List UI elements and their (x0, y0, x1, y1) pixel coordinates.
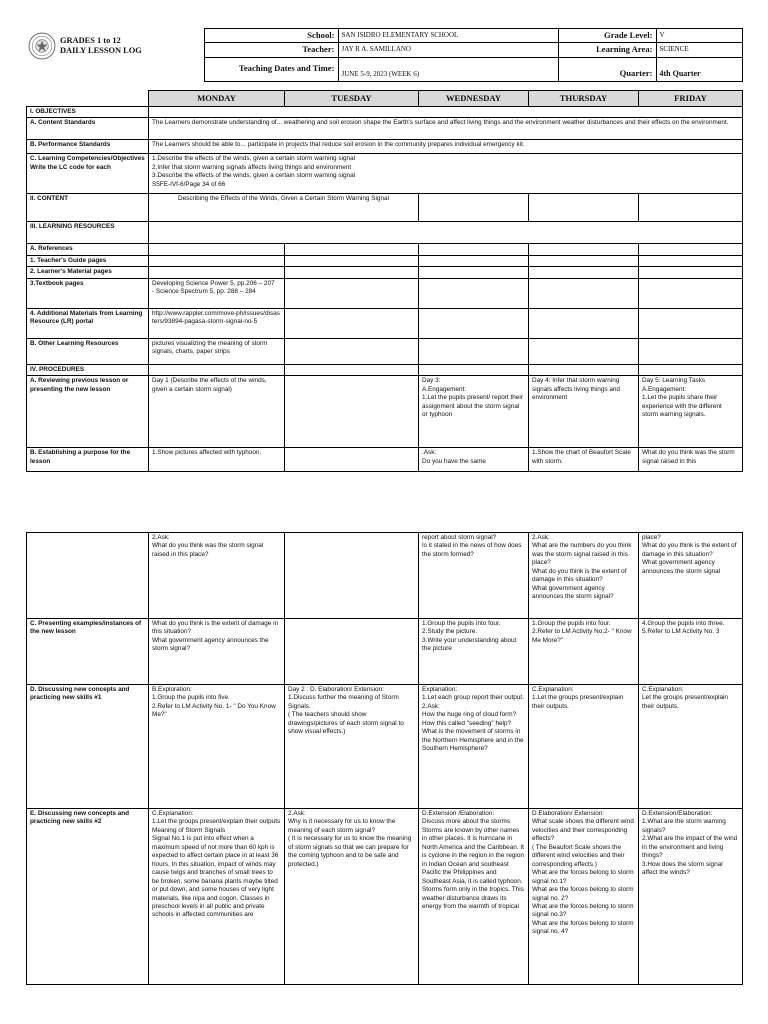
cont-friday: place? What do you think is the extent of damage in this situation? What government agency announces the storm signal (639, 533, 743, 619)
row-label-learning-competencies: C. Learning Competencies/Objectives Write the LC code for each (27, 154, 149, 194)
row-label-teachers-guide: 1. Teacher's Guide pages (27, 255, 149, 266)
row-label-learning-resources: III. LEARNING RESOURCES (27, 222, 149, 244)
row-label-performance-standards: B. Performance Standards (27, 140, 149, 154)
proc-c-wednesday: 1.Group the pupils into four. 2.Study the picture. 3.Write your understanding about the picture (419, 619, 529, 685)
row-label-procedures: IV. PROCEDURES (27, 364, 149, 375)
additional-materials-link[interactable]: http://www.rappler.com/move-ph/issues/disasters/93894-pagasa-storm-signal-no-5 (149, 308, 285, 338)
proc-c-tuesday (285, 619, 419, 685)
dates-value: JUNE 5-9, 2023 (WEEK 6) (338, 57, 558, 81)
row-label-learners-material: 2. Learner's Material pages (27, 267, 149, 278)
deped-seal-icon (28, 32, 56, 60)
day-monday: MONDAY (149, 90, 285, 106)
row-label-proc-c: C. Presenting examples/instances of the new lesson (27, 619, 149, 685)
day-thursday: THURSDAY (529, 90, 639, 106)
cont-thursday: 2.Ask: What are the numbers do you think was the storm signal raised in this place? What do you think is the extent of damage in this situation? What government agency announces the storm signal? (529, 533, 639, 619)
proc-a-monday: Day 1 (Describe the effects of the winds, given a certain storm signal) (149, 376, 285, 448)
proc-d-friday: C.Explanation: Let the groups present/explain their outputs. (639, 685, 743, 809)
content-text: Describing the Effects of the Winds, Given a Certain Storm Warning Signal (149, 194, 419, 222)
title-dll: DAILY LESSON LOG (60, 46, 142, 55)
textbook-text: Developing Science Power 5, pp.206 – 207 - Science Spectrum 5, pp. 288 – 284 (149, 278, 285, 308)
proc-d-thursday: C.Explanation: 1.Let the groups present/explain their outputs. (529, 685, 639, 809)
proc-a-thursday: Day 4: Infer that storm warning signals affects living things and environment (529, 376, 639, 448)
other-resources-text: pictures visualizing the meaning of storm signals, charts, paper strips (149, 338, 285, 364)
proc-b-thursday: 1.Show the chart of Beaufort Scale with storm. (529, 448, 639, 472)
proc-d-tuesday: Day 2 : D. Elaboration/ Extension: 1.Discuss further the meaning of Storm Signals. ( The teachers should show drawings/pictures of each storm signal to show visual effects.) (285, 685, 419, 809)
proc-a-friday: Day 5: Learning Tasks A.Engagement: 1.Let the pupils share their experience with the different storm warning signals. (639, 376, 743, 448)
grade-value: V (656, 29, 742, 43)
proc-b-friday: What do you think was the storm signal raised in this (639, 448, 743, 472)
area-value: SCIENCE (656, 43, 742, 57)
proc-b-wednesday: .Ask: Do you have the same (419, 448, 529, 472)
quarter-value: 4th Quarter (656, 57, 742, 81)
proc-c-monday: What do you think is the extent of damage in this situation? What government agency announces the storm signal? (149, 619, 285, 685)
proc-e-wednesday: D.Extension /Elaboration: Discuss more about the storms Storms are known by other names in other places. It is hurricane in North America and the Caribbean. It is cyclone in the region in the region in Indian Ocean and southeast Pacific the Philippines and Southeast Asia, it is called typhoon. Storms form only in the tropics. This weather disturbance draws its energy from the warmth of tropical (419, 809, 529, 985)
row-label-content: II. CONTENT (27, 194, 149, 222)
day-wednesday: WEDNESDAY (419, 90, 529, 106)
row-label-objectives: I. OBJECTIVES (27, 107, 149, 118)
performance-standards-text: The Learners should be able to... participate in projects that reduce soil erosion in the community prepares individual emergency kit. (149, 140, 743, 154)
proc-a-tuesday (285, 376, 419, 448)
proc-a-wednesday: Day 3: A.Engagement: 1.Let the pupils present/ report their assignment about the storm signal or typhoon (419, 376, 529, 448)
cont-monday: 2.Ask: What do you think was the storm signal raised in this place? (149, 533, 285, 619)
title-grades: GRADES 1 to 12 (60, 35, 121, 45)
row-label-proc-e: E. Discussing new concepts and practicing new skills #2 (27, 809, 149, 985)
lesson-table-page-1 (26, 90, 743, 473)
proc-d-monday: B.Exploration: 1.Group the pupils into five. 2.Refer to LM Activity No. 1- " Do You Know Me?" (149, 685, 285, 809)
proc-b-monday: 1.Show pictures affected with typhoon. (149, 448, 285, 472)
lesson-table-page-2 (26, 532, 743, 985)
proc-c-thursday: 1.Group the pupils into four. 2.Refer to LM Activity No.2- " Know Me More?" (529, 619, 639, 685)
area-label: Learning Area: (558, 43, 656, 57)
logo-area (26, 29, 204, 82)
school-label: School: (204, 29, 338, 43)
row-label-references: A. References (27, 244, 149, 255)
row-label-proc-a: A. Reviewing previous lesson or presenting the new lesson (27, 376, 149, 448)
proc-e-friday: D.Extension/Elaboration: 1.What are the storm warning signals? 2.What are the impact of the wind in the environment and living things? 3.How does the storm signal affect the winds? (639, 809, 743, 985)
teacher-value: JAY R A. SAMILLANO (338, 43, 558, 57)
row-label-other-resources: B. Other Learning Resources (27, 338, 149, 364)
day-tuesday: TUESDAY (285, 90, 419, 106)
proc-d-wednesday: Explanation: 1.Let each group report their output. 2.Ask: How the huge ring of cloud form? How this called "seeding" help? What is the movement of storms in the Northern Hemisphere and in the Southern Hemisphere? (419, 685, 529, 809)
proc-e-monday: C.Explanation: 1.Let the groups present/explain their outputs Meaning of Storm Signals Signal No.1 is put into effect when a maximum speed of not more than 60 kph is expected to affect certain place in at least 36 hours. In this situation, impact of winds may cause twigs and branches of small trees to be broken, some banana plants maybe tilted or put down, and some houses of very light materials, like nipa and cogon. Classes in preschool levels in all public and private schools in affected communities are (149, 809, 285, 985)
content-standards-text: The Learners demonstrate understanding of... weathering and soil erosion shape the Earth's surface and affect living things and the environment weather disturbances and their effects on the environment. (149, 118, 743, 140)
dates-label: Teaching Dates and Time: (204, 57, 338, 81)
row-label-content-standards: A. Content Standards (27, 118, 149, 140)
learning-competencies-text: 1.Describe the effects of the winds, given a certain storm warning signal 2.Infer that storm warning signals affects living things and environment 3.Describe the effects of the winds, given a certain storm warning signal S5FE-IVf-6/Page 34 of 66 (149, 154, 743, 194)
row-label-proc-b: B. Establishing a purpose for the lesson (27, 448, 149, 472)
quarter-label: Quarter: (558, 57, 656, 81)
cont-tuesday (285, 533, 419, 619)
school-value: SAN ISIDRO ELEMENTARY SCHOOL (338, 29, 558, 43)
row-label-textbook: 3.Textbook pages (27, 278, 149, 308)
row-label-proc-d: D. Discussing new concepts and practicing new skills #1 (27, 685, 149, 809)
proc-c-friday: 4.Group the pupils into three. 5.Refer to LM Activity No. 3 (639, 619, 743, 685)
row-label-additional-materials: 4. Additional Materials from Learning Resource (LR) portal (27, 308, 149, 338)
grade-label: Grade Level: (558, 29, 656, 43)
proc-b-tuesday (285, 448, 419, 472)
day-friday: FRIDAY (639, 90, 743, 106)
proc-e-thursday: D.Elaboration/ Extension: What scale shows the different wind velocities and their corresponding effects? ( The Beaufort Scale shows the different wind velocities and their corresponding effects.) What are the forces belong to storm signal no.1? What are the forces belong to storm signal no. 2? What are the forces belong to storm signal no.3? What are the forces belong to storm signal no. 4? (529, 809, 639, 985)
cont-wednesday: report about storm signal? Is it stated in the news of how does the storm formed? (419, 533, 529, 619)
proc-e-tuesday: 2.Ask: Why is it necessary for us to know the meaning of each storm signal? ( It is necessary for us to know the meaning of storm signals so that we can prepare for the coming typhoon and to be safe and protected.) (285, 809, 419, 985)
header-table (26, 28, 743, 82)
teacher-label: Teacher: (204, 43, 338, 57)
